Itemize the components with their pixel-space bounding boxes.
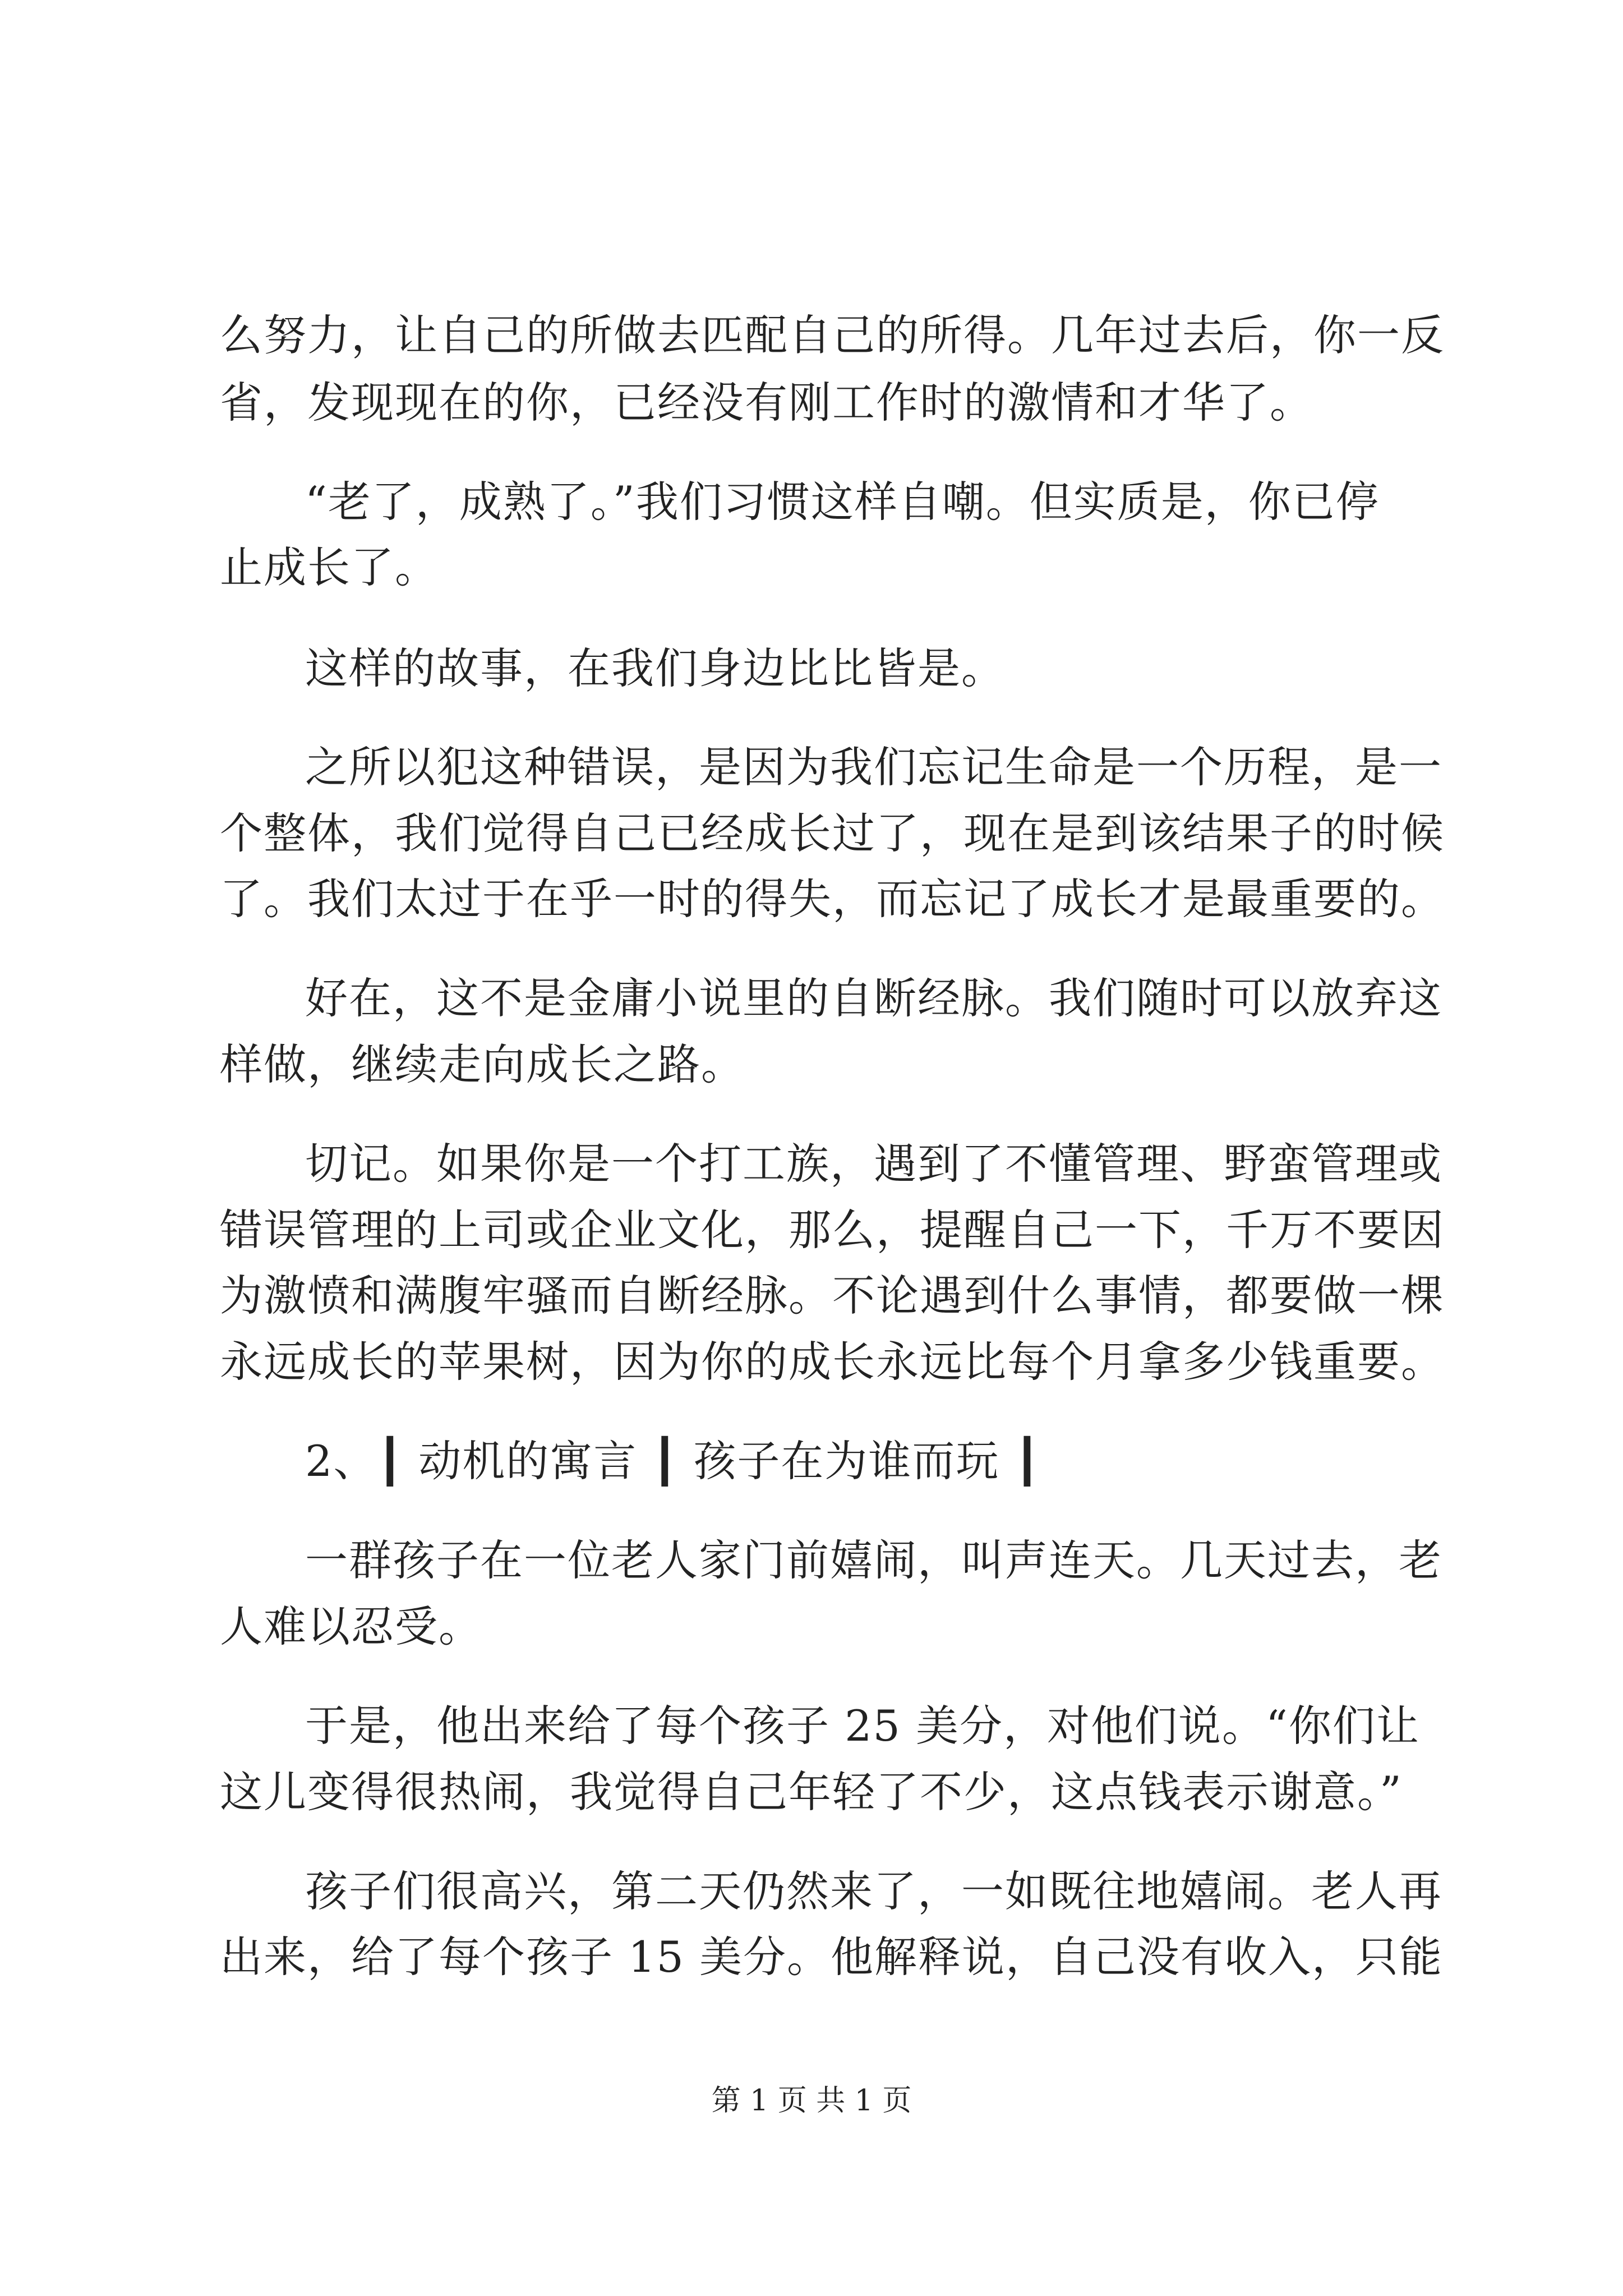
text-line: 为激愤和满腹牢骚而自断经脉。不论遇到什么事情，都要做一棵 xyxy=(220,1271,1445,1320)
text-line: 样做，继续走向成长之路。 xyxy=(220,1039,745,1089)
text-line: 之所以犯这种错误，是因为我们忘记生命是一个历程，是一 xyxy=(305,742,1442,792)
section-heading: 2、┃ 动机的寓言 ┃ 孩子在为谁而玩 ┃ xyxy=(305,1436,1041,1486)
text-line: 于是，他出来给了每个孩子 25 美分，对他们说。“你们让 xyxy=(305,1701,1420,1751)
text-line: 出来，给了每个孩子 15 美分。他解释说，自己没有收入，只能 xyxy=(220,1932,1444,1982)
text-line: 人难以忍受。 xyxy=(220,1602,482,1651)
text-line: 永远成长的苹果树，因为你的成长永远比每个月拿多少钱重要。 xyxy=(220,1337,1445,1387)
text-line: 这样的故事，在我们身边比比皆是。 xyxy=(305,643,1005,693)
text-line: 省，发现现在的你，已经没有刚工作时的激情和才华了。 xyxy=(220,378,1313,427)
text-line: 好在，这不是金庸小说里的自断经脉。我们随时可以放弃这 xyxy=(305,973,1442,1023)
text-line: 了。我们太过于在乎一时的得失，而忘记了成长才是最重要的。 xyxy=(220,874,1445,924)
page-footer: 第 1 页 共 1 页 xyxy=(711,2084,912,2118)
text-line: 么努力，让自己的所做去匹配自己的所得。几年过去后，你一反 xyxy=(220,310,1445,360)
text-line: 这儿变得很热闹，我觉得自己年轻了不少，这点钱表示谢意。” xyxy=(220,1767,1403,1817)
text-line: 错误管理的上司或企业文化，那么，提醒自己一下，千万不要因 xyxy=(220,1205,1445,1255)
text-line: 止成长了。 xyxy=(220,542,439,592)
text-line: 个整体，我们觉得自己已经成长过了，现在是到该结果子的时候 xyxy=(220,808,1445,858)
text-line: 孩子们很高兴，第二天仍然来了，一如既往地嬉闹。老人再 xyxy=(305,1866,1442,1916)
text-line: 切记。如果你是一个打工族，遇到了不懂管理、野蛮管理或 xyxy=(305,1139,1442,1189)
text-line: “老了，成熟了。”我们习惯这样自嘲。但实质是，你已停 xyxy=(305,477,1380,527)
text-line: 一群孩子在一位老人家门前嬉闹，叫声连天。几天过去，老 xyxy=(305,1535,1442,1585)
